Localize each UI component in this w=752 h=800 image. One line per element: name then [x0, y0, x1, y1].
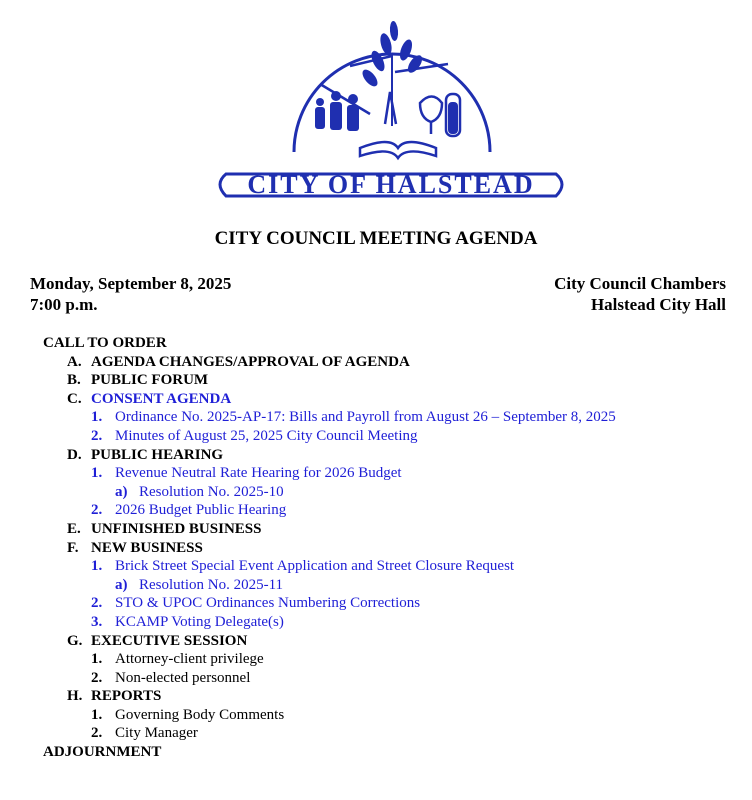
- section-c[interactable]: C. CONSENT AGENDA: [67, 390, 232, 407]
- meeting-location: [554, 273, 726, 315]
- list-item[interactable]: 3. KCAMP Voting Delegate(s): [91, 613, 284, 630]
- agenda-link[interactable]: Brick Street Special Event Application and Street Closure Request: [115, 558, 515, 575]
- consent-agenda-link[interactable]: CONSENT AGENDA: [91, 390, 232, 407]
- agenda-link[interactable]: Minutes of August 25, 2025 City Council Meeting: [115, 427, 418, 444]
- list-item: 2. City Manager: [91, 725, 198, 742]
- meeting-time: 7:00 p.m.: [30, 295, 98, 314]
- section-d: D. PUBLIC HEARING: [67, 446, 224, 463]
- list-subitem[interactable]: a) Resolution No. 2025-10: [115, 483, 284, 500]
- call-to-order: CALL TO ORDER: [43, 335, 167, 351]
- section-e: E. UNFINISHED BUSINESS: [67, 520, 262, 537]
- list-item: 1. Attorney-client privilege: [91, 651, 264, 668]
- meeting-room: City Council Chambers: [554, 274, 726, 293]
- agenda-link[interactable]: STO & UPOC Ordinances Numbering Corrections: [115, 595, 421, 612]
- section-h: H. REPORTS: [67, 688, 162, 705]
- section-g: G. EXECUTIVE SESSION: [67, 632, 248, 649]
- page-title: CITY COUNCIL MEETING AGENDA: [214, 228, 538, 249]
- agenda-link[interactable]: Resolution No. 2025-11: [139, 576, 284, 593]
- section-a: A. AGENDA CHANGES/APPROVAL OF AGENDA: [67, 353, 410, 370]
- list-item[interactable]: 2. STO & UPOC Ordinances Numbering Corrections: [91, 595, 421, 612]
- adjournment: ADJOURNMENT: [43, 744, 162, 761]
- city-logo: [210, 6, 572, 202]
- list-item[interactable]: 1. Revenue Neutral Rate Hearing for 2026 Budget: [91, 465, 402, 482]
- list-item[interactable]: 2. 2026 Budget Public Hearing: [91, 502, 287, 519]
- agenda-link[interactable]: Resolution No. 2025-10: [139, 483, 284, 500]
- agenda-link[interactable]: Revenue Neutral Rate Hearing for 2026 Budget: [115, 465, 402, 482]
- logo-text: CITY OF HALSTEAD: [247, 170, 535, 199]
- agenda-list: [43, 334, 616, 762]
- list-item: 1. Governing Body Comments: [91, 706, 285, 723]
- section-f: F. NEW BUSINESS: [67, 539, 203, 556]
- section-b: B. PUBLIC FORUM: [67, 372, 209, 389]
- list-item[interactable]: 1. Ordinance No. 2025-AP-17: Bills and Payroll from August 26 – September 8, 2025: [91, 409, 616, 426]
- agenda-link[interactable]: Ordinance No. 2025-AP-17: Bills and Payroll from August 26 – September 8, 2025: [115, 409, 616, 426]
- list-item[interactable]: 2. Minutes of August 25, 2025 City Council Meeting: [91, 427, 418, 444]
- meeting-datetime: [30, 273, 231, 315]
- agenda-link[interactable]: KCAMP Voting Delegate(s): [115, 613, 284, 630]
- list-item: 2. Non-elected personnel: [91, 669, 251, 686]
- agenda-link[interactable]: 2026 Budget Public Hearing: [115, 502, 287, 519]
- list-item[interactable]: 1. Brick Street Special Event Application and Street Closure Request: [91, 558, 515, 575]
- meeting-building: Halstead City Hall: [590, 295, 726, 314]
- meeting-date: Monday, September 8, 2025: [30, 274, 232, 293]
- list-subitem[interactable]: a) Resolution No. 2025-11: [115, 576, 284, 593]
